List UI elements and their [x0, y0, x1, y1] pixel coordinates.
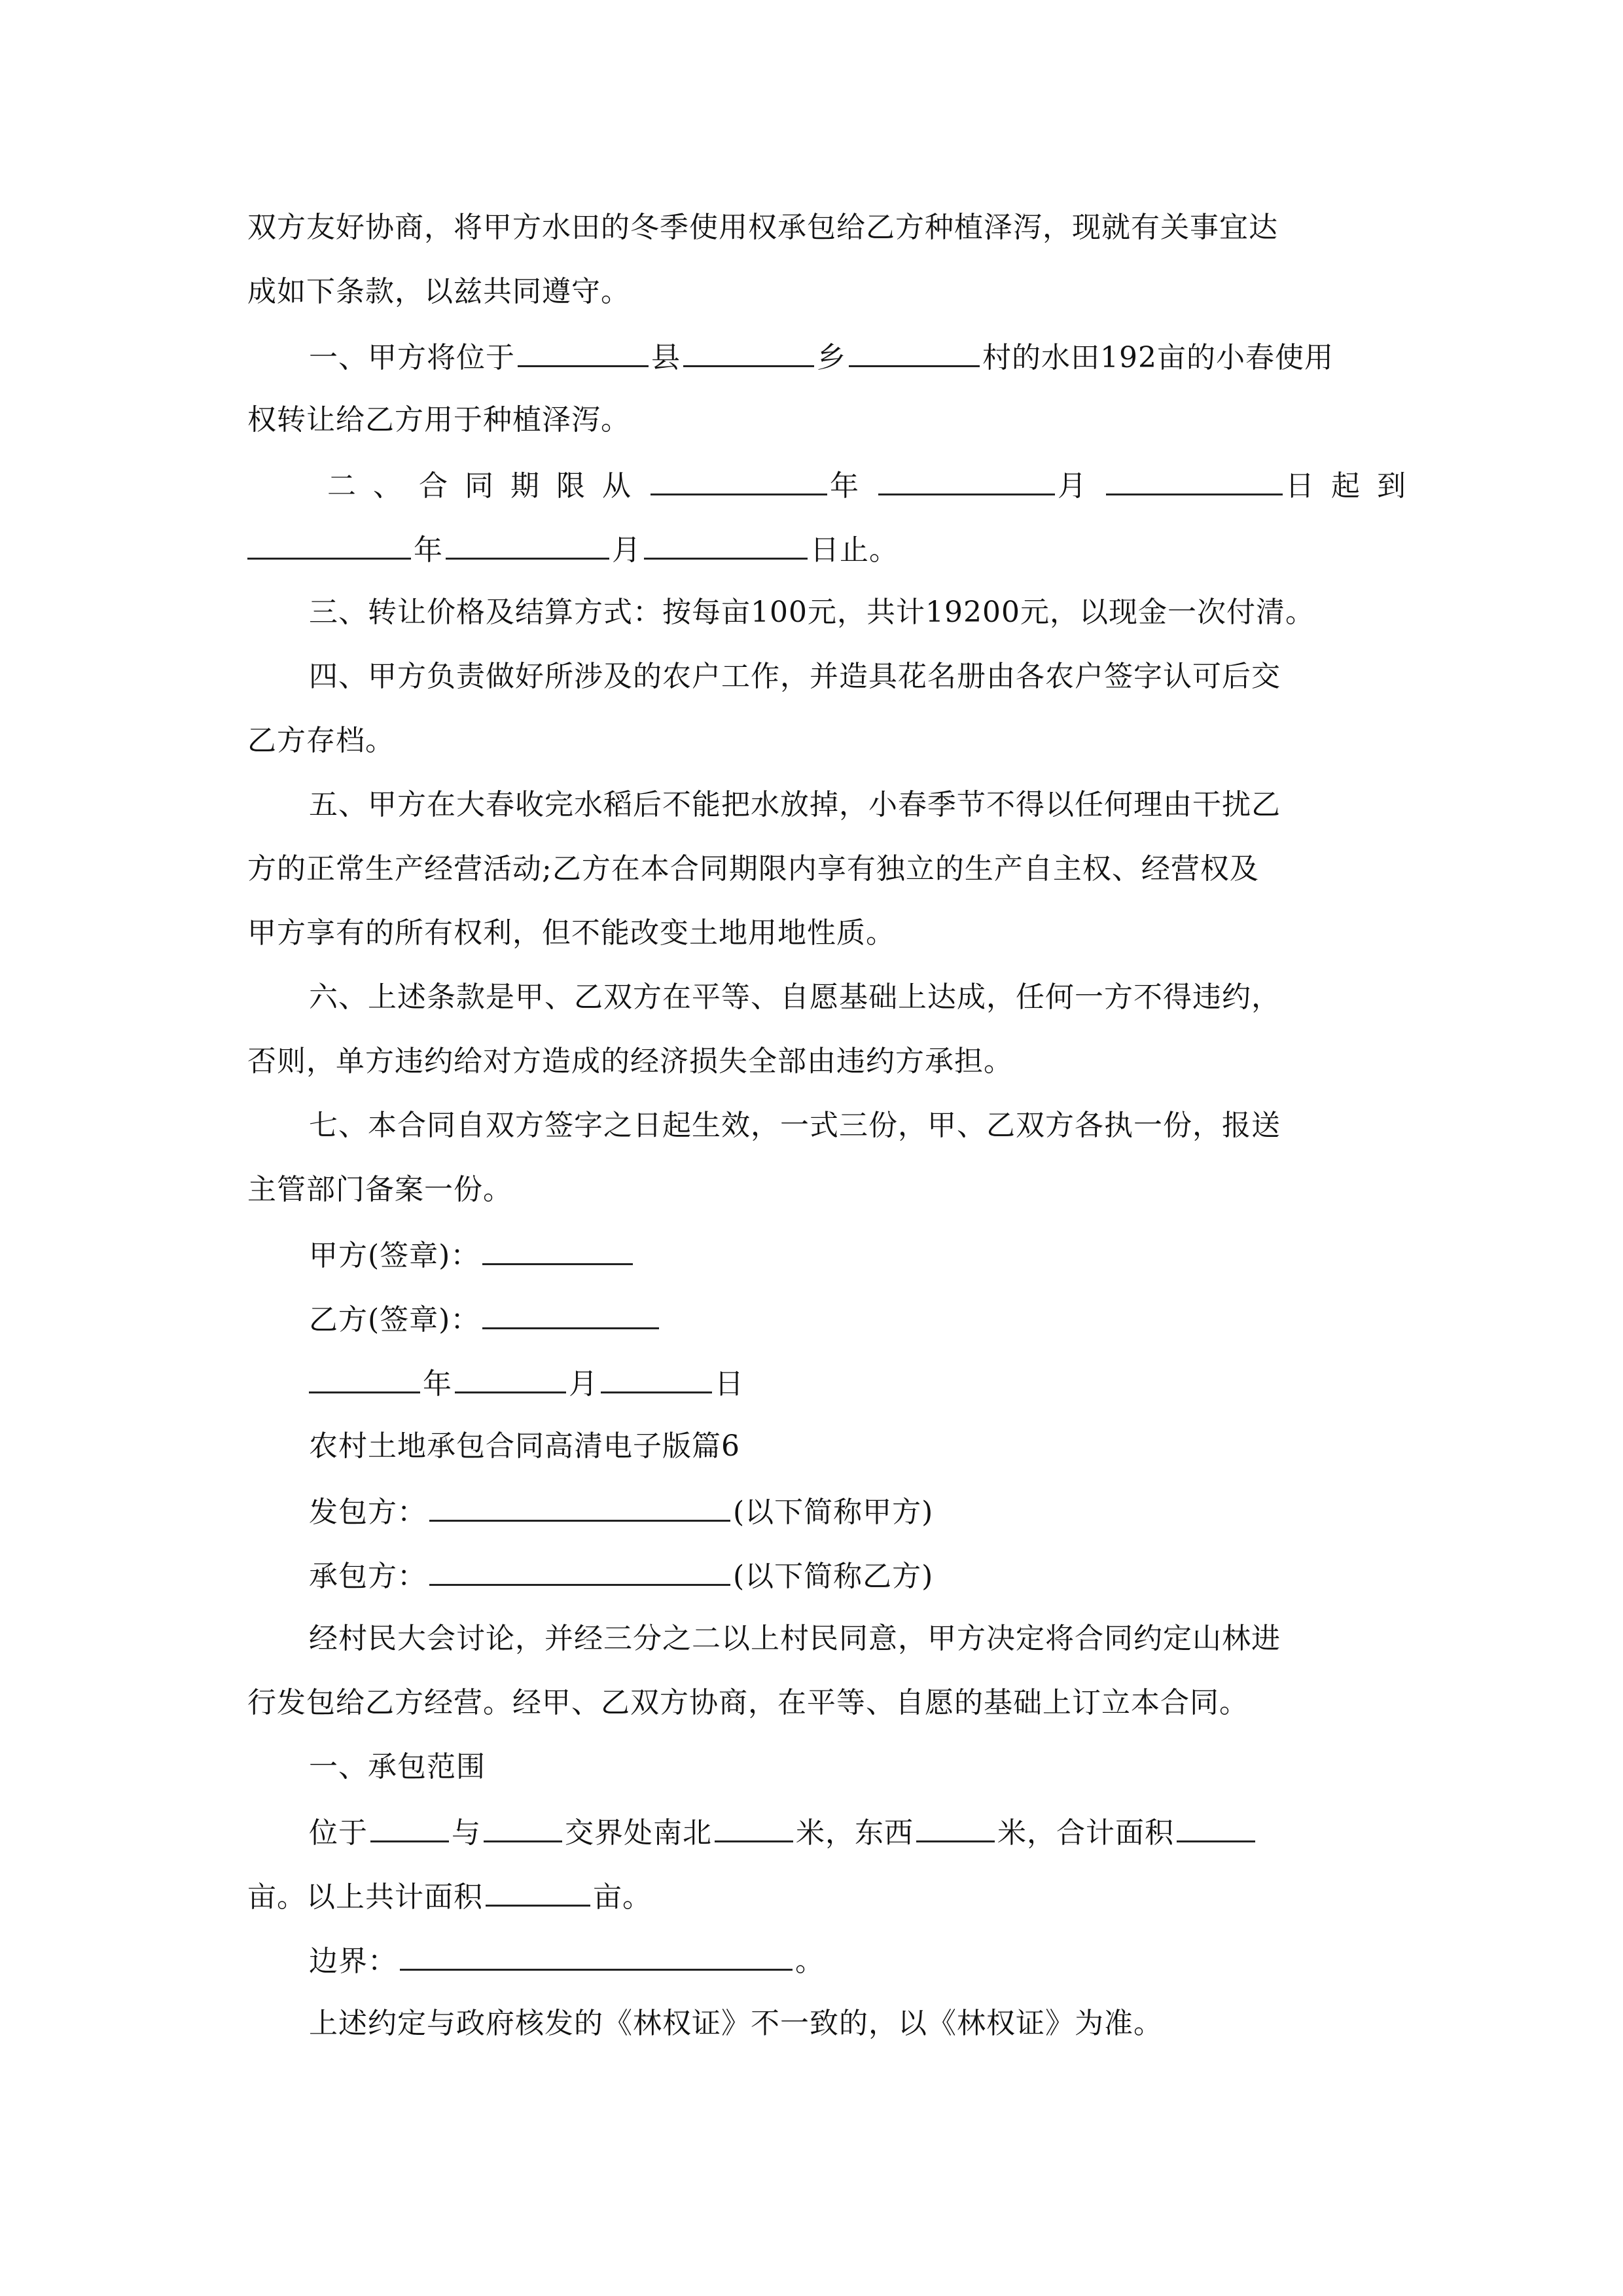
clause-4-line-1: 四、甲方负责做好所涉及的农户工作，并造具花名册由各农户签字认可后交 [309, 660, 1281, 693]
clause-6-line-2: 否则，单方违约给对方造成的经济损失全部由违约方承担。 [247, 1045, 1013, 1078]
clause-7-line-1: 七、本合同自双方签字之日起生效，一式三份，甲、乙双方各执一份，报送 [309, 1109, 1281, 1142]
blank-field[interactable] [247, 529, 411, 560]
clause-6-line-1: 六、上述条款是甲、乙双方在平等、自愿基础上达成，任何一方不得违约， [309, 980, 1281, 1014]
boundary-line: 边界： 。 [309, 1940, 825, 1981]
clause-7-line-2: 主管部门备案一份。 [247, 1173, 512, 1206]
receiver-line: 承包方： (以下简称乙方) [309, 1555, 933, 1596]
paragraph-2-line-2: 行发包给乙方经营。经甲、乙双方协商，在平等、自愿的基础上订立本合同。 [247, 1686, 1249, 1719]
clause-1-line-2: 权转让给乙方用于种植泽泻。 [247, 403, 630, 437]
blank-field[interactable] [878, 465, 1055, 495]
blank-field[interactable] [916, 1812, 995, 1842]
clause-5-line-1: 五、甲方在大春收完水稻后不能把水放掉，小春季节不得以任何理由干扰乙 [309, 788, 1281, 821]
clause-3: 三、转让价格及结算方式：按每亩100元，共计19200元，以现金一次付清。 [309, 596, 1315, 629]
signature-field[interactable] [482, 1299, 659, 1329]
scope-line-1: 位于 与 交界处南北 米，东西 米，合计面积 [309, 1812, 1258, 1853]
receiver-field[interactable] [429, 1555, 730, 1586]
issuer-line: 发包方： (以下简称甲方) [309, 1491, 933, 1532]
blank-field[interactable] [644, 529, 808, 560]
blank-field[interactable] [849, 336, 980, 367]
sign-date: 年 月 日 [309, 1363, 744, 1404]
blank-field[interactable] [683, 336, 814, 367]
party-b-signature: 乙方(签章)： [309, 1299, 662, 1340]
scope-heading: 一、承包范围 [309, 1750, 486, 1784]
blank-field[interactable] [518, 336, 649, 367]
clause-5-line-3: 甲方享有的所有权利，但不能改变土地用地性质。 [247, 916, 895, 950]
paragraph-line: 成如下条款，以兹共同遵守。 [247, 275, 630, 308]
blank-field[interactable] [601, 1363, 712, 1393]
party-a-signature: 甲方(签章)： [309, 1234, 635, 1276]
section-title: 农村土地承包合同高清电子版篇6 [309, 1429, 740, 1463]
clause-5-line-2: 方的正常生产经营活动;乙方在本合同期限内享有独立的生产自主权、经营权及 [247, 852, 1259, 886]
paragraph-line: 双方友好协商，将甲方水田的冬季使用权承包给乙方种植泽泻，现就有关事宜达 [247, 211, 1278, 244]
blank-field[interactable] [715, 1812, 793, 1842]
forest-right-note: 上述约定与政府核发的《林权证》不一致的，以《林权证》为准。 [309, 2007, 1163, 2040]
blank-field[interactable] [651, 465, 827, 495]
boundary-field[interactable] [400, 1940, 793, 1971]
blank-field[interactable] [309, 1363, 420, 1393]
blank-field[interactable] [1106, 465, 1283, 495]
paragraph-2-line-1: 经村民大会讨论，并经三分之二以上村民同意，甲方决定将合同约定山林进 [309, 1622, 1281, 1655]
blank-field[interactable] [484, 1812, 562, 1842]
blank-field[interactable] [370, 1812, 449, 1842]
clause-2-line-1: 二、合同期限从 年 月 日起到 [327, 465, 1423, 506]
scope-line-2: 亩。以上共计面积 亩。 [247, 1876, 652, 1917]
signature-field[interactable] [482, 1234, 633, 1265]
clause-2-line-2: 年 月 日止。 [247, 529, 899, 570]
blank-field[interactable] [486, 1876, 590, 1907]
issuer-field[interactable] [429, 1491, 730, 1522]
blank-field[interactable] [1177, 1812, 1255, 1842]
clause-4-line-2: 乙方存档。 [247, 724, 395, 757]
blank-field[interactable] [455, 1363, 566, 1393]
blank-field[interactable] [446, 529, 609, 560]
clause-1-line-1: 一、甲方将位于 县 乡 村的水田192亩的小春使用 [309, 336, 1334, 378]
